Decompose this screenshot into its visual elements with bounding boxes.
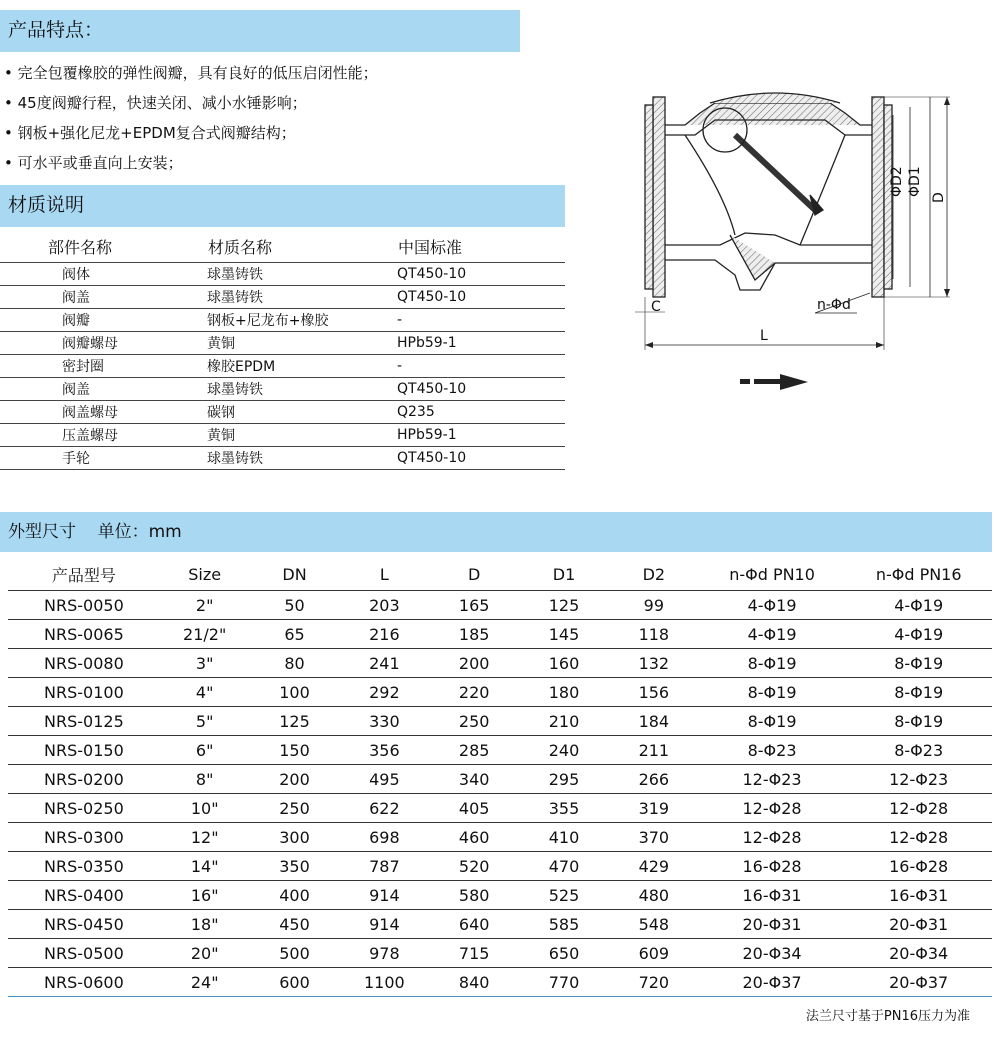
dn-cell: 125 xyxy=(250,707,340,736)
label-nd: n-Φd xyxy=(817,297,851,313)
d1-cell: 240 xyxy=(519,736,609,765)
table-row xyxy=(0,447,565,470)
feature-item: • 45度阀瓣行程，快速关闭、减小水锤影响； xyxy=(4,94,307,112)
d-cell: 285 xyxy=(429,736,519,765)
d-cell: 185 xyxy=(429,620,519,649)
table-row xyxy=(8,910,992,939)
d1-cell: 210 xyxy=(519,707,609,736)
feature-item: • 完全包覆橡胶的弹性阀瓣，具有良好的低压启闭性能； xyxy=(4,64,378,82)
d1-cell: 125 xyxy=(519,591,609,620)
model-cell: NRS-0400 xyxy=(8,881,160,910)
china-standard: - xyxy=(397,309,565,332)
china-standard: QT450-10 xyxy=(397,447,565,470)
d-cell: 340 xyxy=(429,765,519,794)
pn10-cell: 8-Φ23 xyxy=(699,736,846,765)
table-row xyxy=(8,736,992,765)
table-row xyxy=(8,591,992,620)
model-cell: NRS-0200 xyxy=(8,765,160,794)
materials-col-header: 中国标准 xyxy=(397,230,565,263)
dimensions-table xyxy=(8,558,992,997)
dim-col-header: Size xyxy=(160,558,250,591)
materials-header xyxy=(0,185,565,227)
part-name: 阀瓣螺母 xyxy=(0,332,207,355)
d-cell: 220 xyxy=(429,678,519,707)
valve-drawing xyxy=(625,85,965,365)
dn-cell: 50 xyxy=(250,591,340,620)
dimensions-header-row xyxy=(8,558,992,591)
d2-cell: 156 xyxy=(609,678,699,707)
features-title: 产品特点： xyxy=(8,19,104,41)
l-cell: 787 xyxy=(339,852,429,881)
dim-col-header: 产品型号 xyxy=(8,558,160,591)
d2-cell: 609 xyxy=(609,939,699,968)
table-row xyxy=(0,309,565,332)
flow-arrow-icon xyxy=(740,372,810,392)
china-standard: Q235 xyxy=(397,401,565,424)
d-cell: 580 xyxy=(429,881,519,910)
pn16-cell: 12-Φ23 xyxy=(845,765,992,794)
table-row xyxy=(0,286,565,309)
dim-col-header: n-Φd PN16 xyxy=(845,558,992,591)
pn16-cell: 12-Φ28 xyxy=(845,794,992,823)
d2-cell: 132 xyxy=(609,649,699,678)
size-cell: 14" xyxy=(160,852,250,881)
part-name: 阀盖 xyxy=(0,286,207,309)
material-name: 碳钢 xyxy=(207,401,397,424)
china-standard: QT450-10 xyxy=(397,378,565,401)
table-row xyxy=(8,939,992,968)
materials-header-row xyxy=(0,230,565,263)
china-standard: HPb59-1 xyxy=(397,424,565,447)
model-cell: NRS-0250 xyxy=(8,794,160,823)
model-cell: NRS-0150 xyxy=(8,736,160,765)
size-cell: 8" xyxy=(160,765,250,794)
dn-cell: 200 xyxy=(250,765,340,794)
features-list xyxy=(4,58,378,178)
pn16-cell: 8-Φ19 xyxy=(845,707,992,736)
d1-cell: 470 xyxy=(519,852,609,881)
model-cell: NRS-0050 xyxy=(8,591,160,620)
d-cell: 520 xyxy=(429,852,519,881)
size-cell: 16" xyxy=(160,881,250,910)
d2-cell: 184 xyxy=(609,707,699,736)
d1-cell: 160 xyxy=(519,649,609,678)
d2-cell: 548 xyxy=(609,910,699,939)
table-row xyxy=(8,968,992,997)
pn16-cell: 4-Φ19 xyxy=(845,591,992,620)
d2-cell: 266 xyxy=(609,765,699,794)
pn10-cell: 16-Φ28 xyxy=(699,852,846,881)
materials-col-header: 部件名称 xyxy=(0,230,207,263)
d-cell: 165 xyxy=(429,591,519,620)
l-cell: 330 xyxy=(339,707,429,736)
pn10-cell: 4-Φ19 xyxy=(699,620,846,649)
model-cell: NRS-0500 xyxy=(8,939,160,968)
pn10-cell: 12-Φ28 xyxy=(699,823,846,852)
model-cell: NRS-0065 xyxy=(8,620,160,649)
part-name: 手轮 xyxy=(0,447,207,470)
l-cell: 914 xyxy=(339,910,429,939)
d1-cell: 145 xyxy=(519,620,609,649)
table-row xyxy=(0,424,565,447)
table-row xyxy=(0,401,565,424)
pn16-cell: 12-Φ28 xyxy=(845,823,992,852)
table-row xyxy=(8,649,992,678)
l-cell: 356 xyxy=(339,736,429,765)
label-c: C xyxy=(651,299,661,315)
d2-cell: 319 xyxy=(609,794,699,823)
part-name: 阀盖 xyxy=(0,378,207,401)
l-cell: 914 xyxy=(339,881,429,910)
model-cell: NRS-0450 xyxy=(8,910,160,939)
dn-cell: 300 xyxy=(250,823,340,852)
dn-cell: 500 xyxy=(250,939,340,968)
l-cell: 216 xyxy=(339,620,429,649)
l-cell: 698 xyxy=(339,823,429,852)
material-name: 钢板+尼龙布+橡胶 xyxy=(207,309,397,332)
part-name: 压盖螺母 xyxy=(0,424,207,447)
table-row xyxy=(8,794,992,823)
d2-cell: 370 xyxy=(609,823,699,852)
d2-cell: 118 xyxy=(609,620,699,649)
size-cell: 18" xyxy=(160,910,250,939)
d1-cell: 770 xyxy=(519,968,609,997)
part-name: 阀盖螺母 xyxy=(0,401,207,424)
size-cell: 12" xyxy=(160,823,250,852)
material-name: 黄铜 xyxy=(207,424,397,447)
d1-cell: 525 xyxy=(519,881,609,910)
d-cell: 640 xyxy=(429,910,519,939)
d-cell: 405 xyxy=(429,794,519,823)
pn16-cell: 8-Φ19 xyxy=(845,649,992,678)
table-row xyxy=(0,263,565,286)
d2-cell: 99 xyxy=(609,591,699,620)
table-row xyxy=(8,707,992,736)
part-name: 阀瓣 xyxy=(0,309,207,332)
l-cell: 622 xyxy=(339,794,429,823)
pn10-cell: 20-Φ31 xyxy=(699,910,846,939)
model-cell: NRS-0100 xyxy=(8,678,160,707)
pn10-cell: 8-Φ19 xyxy=(699,678,846,707)
pn10-cell: 8-Φ19 xyxy=(699,649,846,678)
material-name: 橡胶EPDM xyxy=(207,355,397,378)
dim-col-header: D2 xyxy=(609,558,699,591)
d-cell: 250 xyxy=(429,707,519,736)
table-row xyxy=(0,378,565,401)
pn10-cell: 4-Φ19 xyxy=(699,591,846,620)
dn-cell: 350 xyxy=(250,852,340,881)
d2-cell: 720 xyxy=(609,968,699,997)
dimensions-header xyxy=(0,512,992,552)
model-cell: NRS-0350 xyxy=(8,852,160,881)
size-cell: 10" xyxy=(160,794,250,823)
feature-item: • 可水平或垂直向上安装； xyxy=(4,154,183,172)
d1-cell: 355 xyxy=(519,794,609,823)
table-row xyxy=(0,332,565,355)
dimensions-title: 外型尺寸 单位：mm xyxy=(8,522,182,542)
size-cell: 6" xyxy=(160,736,250,765)
size-cell: 21/2" xyxy=(160,620,250,649)
size-cell: 24" xyxy=(160,968,250,997)
d-cell: 460 xyxy=(429,823,519,852)
model-cell: NRS-0125 xyxy=(8,707,160,736)
dn-cell: 150 xyxy=(250,736,340,765)
materials-title: 材质说明 xyxy=(8,194,85,216)
dim-col-header: D1 xyxy=(519,558,609,591)
l-cell: 241 xyxy=(339,649,429,678)
d1-cell: 410 xyxy=(519,823,609,852)
dim-col-header: D xyxy=(429,558,519,591)
pn10-cell: 20-Φ34 xyxy=(699,939,846,968)
d2-cell: 480 xyxy=(609,881,699,910)
pn10-cell: 16-Φ31 xyxy=(699,881,846,910)
pn10-cell: 8-Φ19 xyxy=(699,707,846,736)
china-standard: HPb59-1 xyxy=(397,332,565,355)
pn16-cell: 20-Φ34 xyxy=(845,939,992,968)
part-name: 密封圈 xyxy=(0,355,207,378)
material-name: 球墨铸铁 xyxy=(207,378,397,401)
d2-cell: 211 xyxy=(609,736,699,765)
d-cell: 200 xyxy=(429,649,519,678)
dn-cell: 400 xyxy=(250,881,340,910)
label-d: D xyxy=(931,192,947,203)
l-cell: 203 xyxy=(339,591,429,620)
part-name: 阀体 xyxy=(0,263,207,286)
pn16-cell: 16-Φ31 xyxy=(845,881,992,910)
dim-col-header: n-Φd PN10 xyxy=(699,558,846,591)
dn-cell: 65 xyxy=(250,620,340,649)
l-cell: 495 xyxy=(339,765,429,794)
material-name: 黄铜 xyxy=(207,332,397,355)
pn16-cell: 16-Φ28 xyxy=(845,852,992,881)
label-l: L xyxy=(760,328,768,344)
size-cell: 5" xyxy=(160,707,250,736)
footnote: 法兰尺寸基于PN16压力为准 xyxy=(805,1009,970,1024)
d1-cell: 180 xyxy=(519,678,609,707)
l-cell: 292 xyxy=(339,678,429,707)
l-cell: 1100 xyxy=(339,968,429,997)
dn-cell: 450 xyxy=(250,910,340,939)
d1-cell: 650 xyxy=(519,939,609,968)
dim-col-header: L xyxy=(339,558,429,591)
d-cell: 840 xyxy=(429,968,519,997)
size-cell: 20" xyxy=(160,939,250,968)
materials-table xyxy=(0,230,565,470)
table-row xyxy=(8,620,992,649)
size-cell: 2" xyxy=(160,591,250,620)
pn16-cell: 8-Φ23 xyxy=(845,736,992,765)
china-standard: QT450-10 xyxy=(397,263,565,286)
size-cell: 3" xyxy=(160,649,250,678)
pn16-cell: 20-Φ37 xyxy=(845,968,992,997)
size-cell: 4" xyxy=(160,678,250,707)
table-row xyxy=(8,678,992,707)
d2-cell: 429 xyxy=(609,852,699,881)
label-d1: ΦD1 xyxy=(907,166,923,197)
pn10-cell: 12-Φ23 xyxy=(699,765,846,794)
pn16-cell: 20-Φ31 xyxy=(845,910,992,939)
model-cell: NRS-0080 xyxy=(8,649,160,678)
material-name: 球墨铸铁 xyxy=(207,263,397,286)
dn-cell: 250 xyxy=(250,794,340,823)
table-row xyxy=(8,823,992,852)
material-name: 球墨铸铁 xyxy=(207,286,397,309)
pn16-cell: 4-Φ19 xyxy=(845,620,992,649)
table-row xyxy=(8,765,992,794)
feature-item: • 钢板+强化尼龙+EPDM复合式阀瓣结构； xyxy=(4,124,296,142)
table-row xyxy=(8,881,992,910)
table-row xyxy=(8,852,992,881)
dim-col-header: DN xyxy=(250,558,340,591)
features-header xyxy=(0,10,520,52)
d-cell: 715 xyxy=(429,939,519,968)
dn-cell: 100 xyxy=(250,678,340,707)
dn-cell: 80 xyxy=(250,649,340,678)
l-cell: 978 xyxy=(339,939,429,968)
model-cell: NRS-0600 xyxy=(8,968,160,997)
dn-cell: 600 xyxy=(250,968,340,997)
china-standard: - xyxy=(397,355,565,378)
pn10-cell: 20-Φ37 xyxy=(699,968,846,997)
pn10-cell: 12-Φ28 xyxy=(699,794,846,823)
label-d2: ΦD2 xyxy=(889,166,905,197)
china-standard: QT450-10 xyxy=(397,286,565,309)
model-cell: NRS-0300 xyxy=(8,823,160,852)
pn16-cell: 8-Φ19 xyxy=(845,678,992,707)
materials-col-header: 材质名称 xyxy=(207,230,397,263)
material-name: 球墨铸铁 xyxy=(207,447,397,470)
d1-cell: 585 xyxy=(519,910,609,939)
d1-cell: 295 xyxy=(519,765,609,794)
table-row xyxy=(0,355,565,378)
